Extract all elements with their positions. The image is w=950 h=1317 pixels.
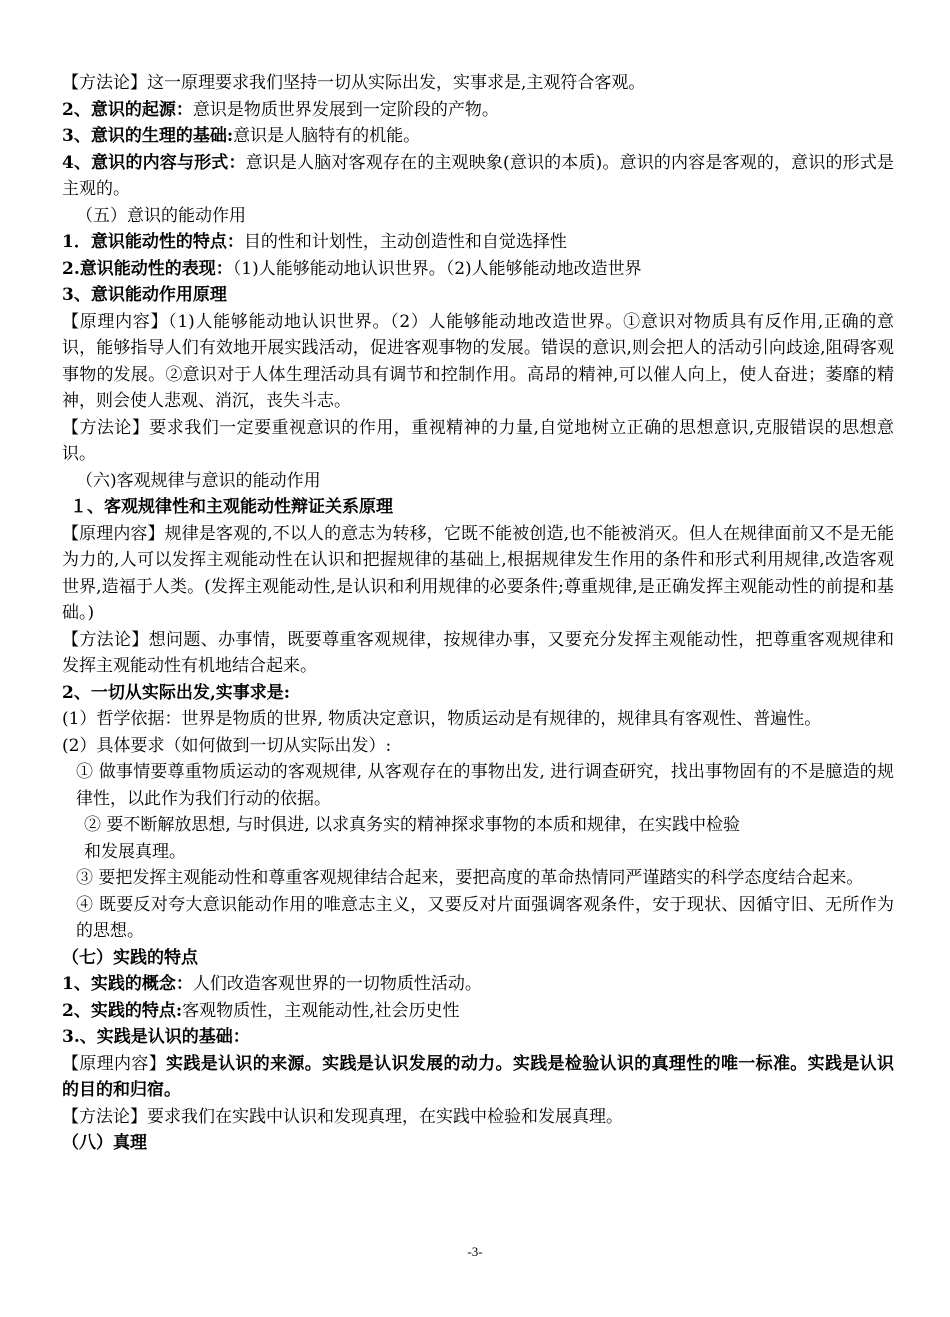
initiative-manifestations <box>62 256 894 283</box>
document-body <box>62 70 894 1157</box>
item-heading: 2.意识能动性的表现： <box>62 258 233 279</box>
page-number: -3- <box>467 1244 483 1259</box>
item-heading: 2、实践的特点: <box>62 1000 183 1021</box>
philosophical-basis: (1）哲学依据：世界是物质的世界, 物质决定意识，物质运动是有规律的，规律具有客观性、普遍性。 <box>62 709 822 729</box>
item-text: 目的性和计划性，主动创造性和自觉选择性 <box>243 232 567 252</box>
methodology-paragraph-1: 【方法论】这一原理要求我们坚持一切从实际出发，实事求是,主观符合客观。 <box>62 73 646 93</box>
principle-content-paragraph-3 <box>62 1051 894 1104</box>
practice-basis-heading: 3.、实践是认识的基础： <box>62 1027 250 1047</box>
item-text: 实践是认识的来源。实践是认识发展的动力。实践是检验认识的真理性的唯一标准。实践是认识的目的和归宿。 <box>62 1053 895 1100</box>
item-text: 人们改造客观世界的一切物质性活动。 <box>192 974 482 994</box>
proceed-from-reality-heading: 2、一切从实际出发,实事求是: <box>62 682 291 703</box>
section-8-heading: （八）真理 <box>62 1133 147 1153</box>
practice-features <box>62 998 894 1025</box>
requirement-3: ③ 要把发挥主观能动性和尊重客观规律结合起来，要把高度的革命热情同严谨踏实的科学态度结合起来。 <box>76 868 864 888</box>
requirement-1: ① 做事情要尊重物质运动的客观规律, 从客观存在的事物出发, 进行调查研究，找出事物固有的不是臆造的规律性，以此作为我们行动的依据。 <box>76 762 894 809</box>
section-6-heading: （六)客观规律与意识的能动作用 <box>76 470 321 491</box>
item-text: 意识是人脑特有的机能。 <box>233 126 421 146</box>
requirement-4: ④ 既要反对夸大意识能动作用的唯意志主义，又要反对片面强调客观条件，安于现状、因循守旧、无所作为的思想。 <box>76 894 894 941</box>
initiative-features <box>62 229 894 256</box>
item-heading: 4、意识的内容与形式： <box>62 152 246 173</box>
section-7-heading: （七）实践的特点 <box>62 947 198 968</box>
practice-concept <box>62 971 894 998</box>
requirement-2: ② 要不断解放思想, 与时俱进, 以求真务实的精神探求事物的本质和规律，在实践中检验 <box>84 815 741 835</box>
item-text: 意识是人脑对客观存在的主观映象(意识的本质)。意识的内容是客观的，意识的形式是主观的。 <box>62 152 894 199</box>
item-heading: 1．意识能动性的特点： <box>62 232 244 252</box>
principle-content-paragraph-1: 【原理内容】（1)人能够能动地认识世界。（2）人能够能动地改造世界。①意识对物质具有反作用,正确的意识，能够指导人们有效地开展实践活动，促进客观事物的发展。错误的意识,则会把人的活动引向歧途,阻碍客观事物的发展。②意识对于人体生理活动具有调节和控制作用。高昂的精神,可以催人向上，使人奋进；萎靡的精神，则会使人悲观、消沉，丧失斗志。 <box>62 311 894 411</box>
specific-requirements-heading: (2）具体要求（如何做到一切从实际出发）: <box>62 735 392 756</box>
item-heading: 2、意识的起源： <box>62 99 193 120</box>
item-heading: 3、意识的生理的基础: <box>62 126 234 146</box>
physiological-basis <box>62 123 894 150</box>
item-text: 意识是物质世界发展到一定阶段的产物。 <box>192 99 499 120</box>
dialectical-principle-heading: １、客观规律性和主观能动性辩证关系原理 <box>70 497 393 517</box>
requirement-2-continued: 和发展真理。 <box>84 841 186 862</box>
content-and-form <box>62 150 894 203</box>
section-5-heading: （五）意识的能动作用 <box>76 205 246 226</box>
origin-of-consciousness <box>62 97 894 124</box>
item-heading: 【原理内容】 <box>62 1053 167 1074</box>
item-heading: 1、实践的概念： <box>62 974 193 994</box>
methodology-paragraph-3: 【方法论】想问题、办事情，既要尊重客观规律，按规律办事，又要充分发挥主观能动性，把尊重客观规律和发挥主观能动性有机地结合起来。 <box>62 629 894 676</box>
methodology-paragraph-2: 【方法论】要求我们一定要重视意识的作用，重视精神的力量,自觉地树立正确的思想意识,克服错误的思想意识。 <box>62 417 894 464</box>
item-text: （1)人能够能动地认识世界。（2)人能够能动地改造世界 <box>232 258 642 279</box>
initiative-principle-heading: 3、意识能动作用原理 <box>62 285 227 305</box>
methodology-paragraph-4: 【方法论】要求我们在实践中认识和发现真理，在实践中检验和发展真理。 <box>62 1106 623 1127</box>
principle-content-paragraph-2: 【原理内容】规律是客观的,不以人的意志为转移，它既不能被创造,也不能被消灭。但人在规律面前又不是无能为力的,人可以发挥主观能动性在认识和把握规律的基础上,根据规律发生作用的条件和形式利用规律,改造客观世界,造福于人类。(发挥主观能动性,是认识和利用规律的必要条件;尊重规律,是正确发挥主观能动性的前提和基础。) <box>62 523 894 623</box>
item-text: 客观物质性，主观能动性,社会历史性 <box>182 1000 460 1021</box>
